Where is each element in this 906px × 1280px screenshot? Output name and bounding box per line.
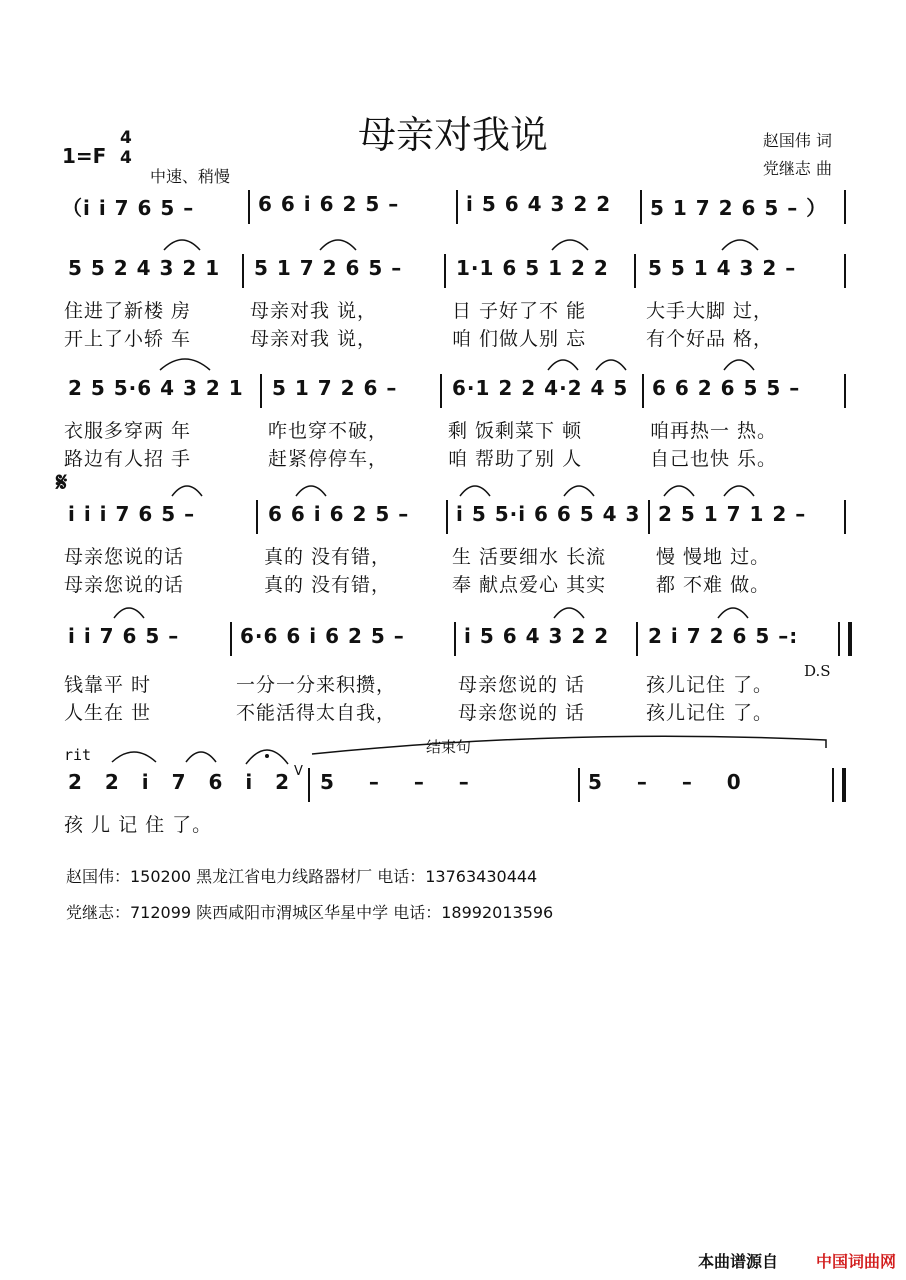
lyric-line-1: 衣服多穿两 年	[64, 420, 192, 442]
measure: 2 5 5·6 4 3 2 1	[68, 376, 244, 400]
fermata-slur	[244, 742, 290, 768]
system-verse-2	[62, 376, 852, 476]
lyric-line-2: 咱 们做人别 忘	[452, 328, 587, 350]
lyric-line-2: 母亲您说的话	[64, 574, 185, 596]
slur	[110, 746, 158, 766]
slur	[546, 354, 580, 374]
slur	[552, 602, 586, 622]
slur	[112, 602, 146, 622]
lyricist-credit: 赵国伟 词	[762, 131, 832, 150]
key-signature: 1=F	[62, 144, 107, 168]
measure: 5 1 7 2 6 5 – ）	[650, 196, 828, 220]
slur	[458, 480, 492, 500]
barline	[844, 500, 846, 534]
barline	[640, 190, 642, 224]
lyric-line-1: 咋也穿不破，	[268, 420, 389, 442]
measure: 6 6 2 6 5 5 –	[652, 376, 801, 400]
slur	[184, 746, 218, 766]
slur	[162, 234, 202, 254]
barline	[844, 254, 846, 288]
time-sig-top: 4	[120, 128, 132, 148]
repeat-barline	[838, 622, 852, 656]
contact-lyricist: 赵国伟：150200 黑龙江省电力线路器材厂 电话：13763430444	[66, 867, 538, 886]
system-chorus-2	[62, 624, 852, 724]
slur	[550, 234, 590, 254]
ending-bracket	[310, 734, 830, 758]
slur	[594, 354, 628, 374]
measure: 5 – – 0	[588, 770, 755, 794]
barline	[844, 190, 846, 224]
barline	[636, 622, 638, 656]
slur	[318, 234, 358, 254]
lyric-line-2: 母亲对我 说，	[250, 328, 378, 350]
slur	[716, 602, 750, 622]
barline	[578, 768, 580, 802]
time-signature	[120, 128, 132, 168]
watermark-source: 本曲谱源自	[697, 1252, 778, 1271]
composer-credit: 党继志 曲	[762, 159, 832, 178]
lyric-line-2: 自己也快 乐。	[650, 448, 778, 470]
lyric-line-1: 咱再热一 热。	[650, 420, 778, 442]
lyric-line-2: 开上了小轿 车	[64, 328, 192, 350]
lyric-line-1: 孩 儿 记 住 了。	[64, 814, 213, 836]
lyric-line-2: 不能活得太自我，	[236, 702, 397, 724]
system-verse-1	[62, 256, 852, 356]
lyric-line-1: 剩 饭剩菜下 顿	[448, 420, 583, 442]
lyric-line-1: 钱靠平 时	[64, 674, 152, 696]
barline	[440, 374, 442, 408]
measure: 5 5 2 4 3 2 1	[68, 256, 221, 280]
ds-marking: D.S	[804, 662, 831, 680]
measure: 1·1 6 5 1 2 2	[456, 256, 609, 280]
slur	[662, 480, 696, 500]
measure: i i i 7 6 5 –	[68, 502, 196, 526]
lyric-line-1: 一分一分来积攒，	[236, 674, 397, 696]
barline	[844, 374, 846, 408]
page-title: 母亲对我说	[357, 113, 548, 157]
lyric-line-2: 咱 帮助了别 人	[448, 448, 583, 470]
measure: 2 i 7 2 6 5 –:	[648, 624, 799, 648]
lyric-line-2: 母亲您说的 话	[458, 702, 586, 724]
lyric-line-1: 母亲您说的 话	[458, 674, 586, 696]
slur	[170, 480, 204, 500]
system-chorus-1	[62, 502, 852, 602]
lyric-line-2: 奉 献点爱心 其实	[452, 574, 607, 596]
measure: 6 6 i 6 2 5 –	[268, 502, 410, 526]
lyric-line-1: 母亲您说的话	[64, 546, 185, 568]
time-sig-bottom: 4	[120, 148, 132, 168]
measure: 2 5 1 7 1 2 –	[658, 502, 807, 526]
lyric-line-2: 有个好品 格，	[646, 328, 774, 350]
lyric-line-1: 真的 没有错，	[264, 546, 392, 568]
barline	[454, 622, 456, 656]
measure: i 5 6 4 3 2 2	[464, 624, 610, 648]
lyric-line-1: 母亲对我 说，	[250, 300, 378, 322]
slur	[158, 354, 212, 374]
breath-mark: V	[294, 764, 303, 779]
slur	[562, 480, 596, 500]
barline	[642, 374, 644, 408]
measure: 2 2 i 7 6 i 2	[68, 770, 298, 794]
lyric-line-2: 赶紧停停车，	[268, 448, 389, 470]
slur	[722, 480, 756, 500]
measure: 6·1 2 2 4·2 4 5	[452, 376, 629, 400]
lyric-line-1: 孩儿记住 了。	[646, 674, 774, 696]
measure: 5 5 1 4 3 2 –	[648, 256, 797, 280]
measure: （i i 7 6 5 –	[62, 196, 195, 220]
lyric-line-1: 慢 慢地 过。	[656, 546, 771, 568]
lyric-line-2: 真的 没有错，	[264, 574, 392, 596]
lyric-line-1: 生 活要细水 长流	[452, 546, 607, 568]
system-ending	[62, 764, 852, 840]
lyric-line-2: 人生在 世	[64, 702, 152, 724]
final-barline	[832, 768, 846, 802]
tempo-marking: 中速、稍慢	[150, 167, 231, 186]
barline	[308, 768, 310, 802]
rit-marking: rit	[64, 746, 92, 764]
lyric-line-2: 路边有人招 手	[64, 448, 192, 470]
slur	[294, 480, 328, 500]
contact-composer: 党继志：712099 陕西咸阳市渭城区华星中学 电话：18992013596	[66, 903, 554, 922]
lyric-line-2: 孩儿记住 了。	[646, 702, 774, 724]
measure: i 5 5·i 6 6 5 4 3	[456, 502, 641, 526]
measure: 5 1 7 2 6 –	[272, 376, 398, 400]
slur	[722, 354, 756, 374]
lyric-line-2: 都 不难 做。	[656, 574, 771, 596]
barline	[260, 374, 262, 408]
watermark-site-link[interactable]: 中国词曲网	[815, 1252, 896, 1271]
lyric-line-1: 日 子好了不 能	[452, 300, 587, 322]
barline	[456, 190, 458, 224]
barline	[444, 254, 446, 288]
lyric-line-1: 大手大脚 过，	[646, 300, 774, 322]
barline	[648, 500, 650, 534]
system-intro	[62, 192, 852, 232]
barline	[242, 254, 244, 288]
measure: 5 1 7 2 6 5 –	[254, 256, 403, 280]
measure: i i 7 6 5 –	[68, 624, 180, 648]
ending-label: 结束句	[426, 738, 472, 756]
barline	[634, 254, 636, 288]
measure: 6·6 6 i 6 2 5 –	[240, 624, 405, 648]
barline	[230, 622, 232, 656]
slur	[720, 234, 760, 254]
lyric-line-1: 住进了新楼 房	[64, 300, 192, 322]
barline	[446, 500, 448, 534]
measure: i 5 6 4 3 2 2	[466, 192, 612, 216]
segno-sign: 𝄋	[56, 468, 68, 498]
barline	[248, 190, 250, 224]
barline	[256, 500, 258, 534]
measure: 6 6 i 6 2 5 –	[258, 192, 400, 216]
measure: 5 – – –	[320, 770, 483, 794]
